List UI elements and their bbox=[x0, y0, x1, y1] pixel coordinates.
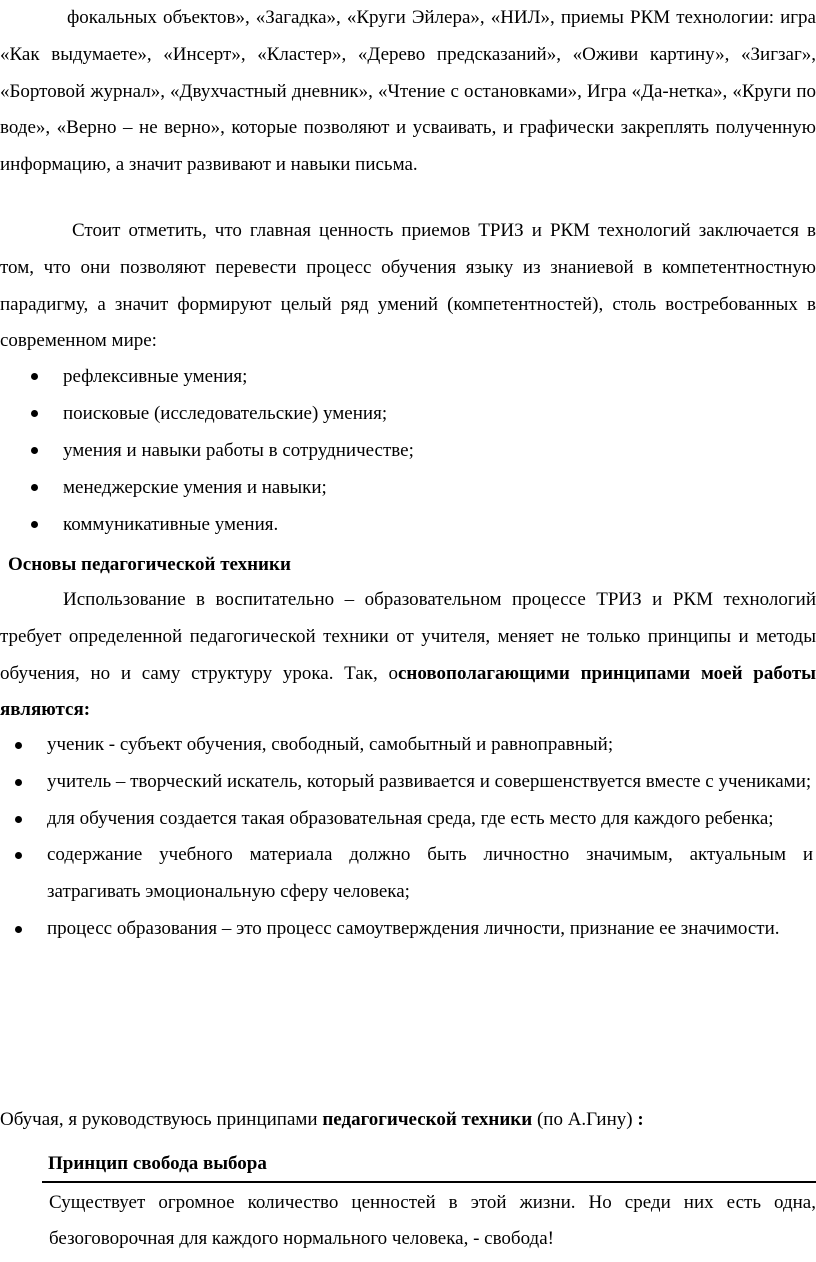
list-item: ученик - субъект обучения, свободный, самобытный и равноправный; bbox=[0, 727, 816, 764]
bullet-icon bbox=[15, 742, 22, 749]
list-item: процесс образования – это процесс самоутверждения личности, признание ее значимости. bbox=[0, 911, 816, 948]
paragraph-usage: Использование в воспитательно – образовательном процессе ТРИЗ и РКМ технологий требует определенной педагогической техники от учителя, меняет не только принципы и методы обучения, но и саму структуру урока. Так, основополагающими принципами моей работы являются: bbox=[0, 589, 816, 721]
section-heading: Основы педагогической техники bbox=[8, 554, 291, 575]
bullet-icon bbox=[31, 447, 38, 454]
paragraph-techniques: фокальных объектов», «Загадка», «Круги Эйлера», «НИЛ», приемы РКМ технологии: игра «Как выдумаете», «Инсерт», «Кластер», «Дерево предсказаний», «Оживи картину», «Зигзаг», «Бортовой журнал», «Двухчастный дневник», «Чтение с остановками», Игра «Да-нетка», «Круги по воде», «Верно – не верно», которые позволяют и усваивать, и графически закреплять полученную информацию, а значит развивают и навыки письма. bbox=[0, 7, 816, 176]
principle-text: Существует огромное количество ценностей в этой жизни. Но среди них есть одна, безоговорочная для каждого нормального человека, - свобода! bbox=[49, 1192, 816, 1249]
bullet-icon bbox=[31, 373, 38, 380]
bullet-icon bbox=[15, 816, 22, 823]
list-item: рефлексивные умения; bbox=[0, 358, 816, 395]
paragraph-value: Стоит отметить, что главная ценность приемов ТРИЗ и РКМ технологий заключается в том, что они позволяют перевести процесс обучения языку из знаниевой в компетентностную парадигму, а значит формируют целый ряд умений (компетентностей), столь востребованных в современном мире: bbox=[0, 220, 816, 352]
list-item: умения и навыки работы в сотрудничестве; bbox=[0, 432, 816, 469]
list-item: содержание учебного материала должно быть личностно значимым, актуальным и затрагивать эмоциональную сферу человека; bbox=[0, 837, 816, 911]
principle-box bbox=[42, 1181, 816, 1257]
bullet-icon bbox=[31, 484, 38, 491]
bullet-icon bbox=[15, 779, 22, 786]
list-item: учитель – творческий искатель, который развивается и совершенствуется вместе с учениками; bbox=[0, 764, 816, 801]
bullet-icon bbox=[15, 852, 22, 859]
list-item: менеджерские умения и навыки; bbox=[0, 469, 816, 506]
bullet-icon bbox=[31, 521, 38, 528]
list-item: для обучения создается такая образовательная среда, где есть место для каждого ребенка; bbox=[0, 801, 816, 838]
principle-heading: Принцип свобода выбора bbox=[48, 1153, 267, 1174]
skills-list bbox=[0, 358, 816, 543]
bullet-icon bbox=[15, 926, 22, 933]
list-item: коммуникативные умения. bbox=[0, 506, 816, 543]
bullet-icon bbox=[31, 410, 38, 417]
principles-list bbox=[0, 727, 816, 948]
paragraph-guidance: Обучая, я руководствуюсь принципами педагогической техники (по А.Гину) : bbox=[0, 1109, 644, 1130]
list-item: поисковые (исследовательские) умения; bbox=[0, 395, 816, 432]
